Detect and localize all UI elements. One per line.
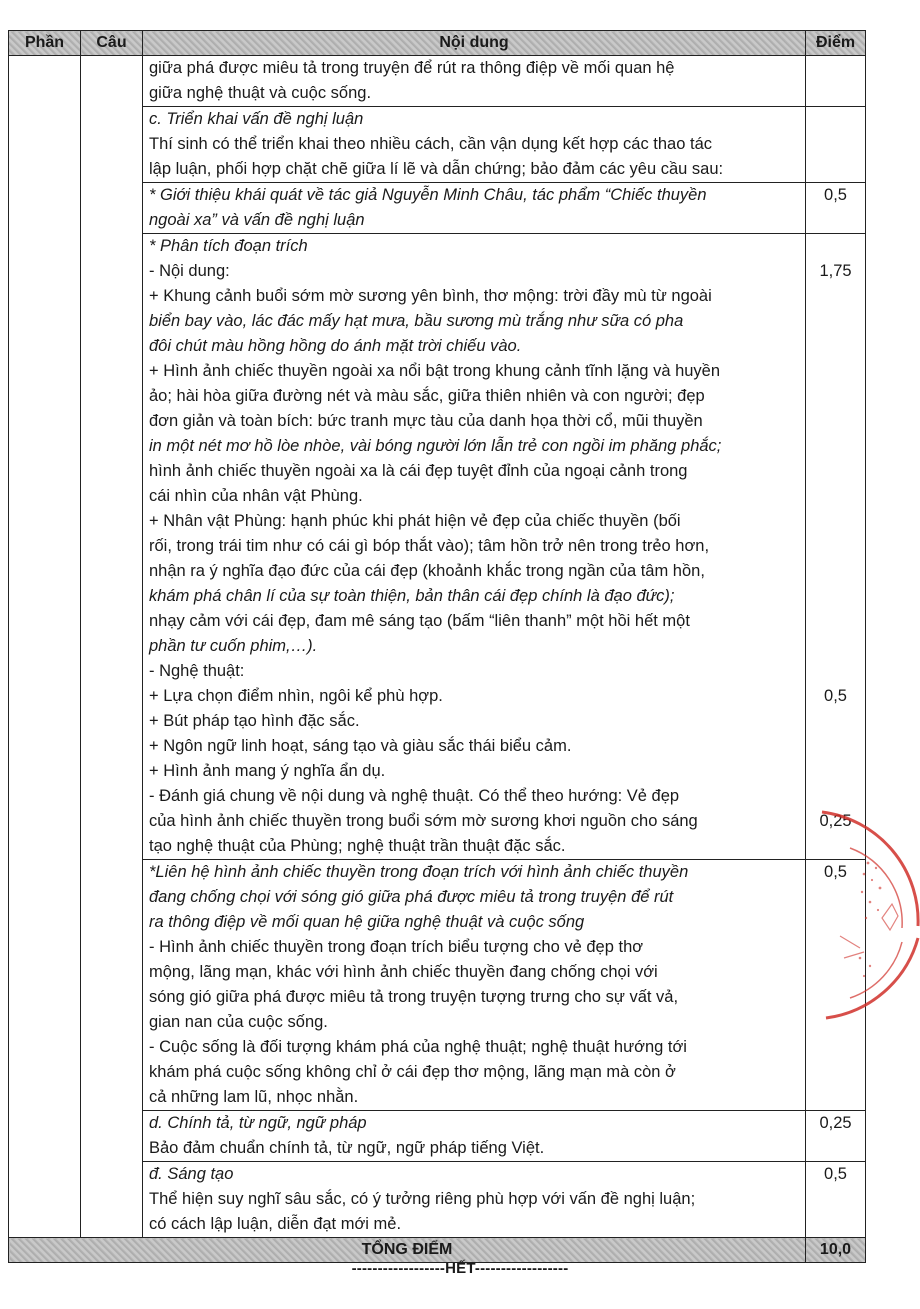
text-line: lập luận, phối hợp chặt chẽ giữa lí lẽ và dẫn chứng; bảo đảm các yêu cầu sau: xyxy=(149,160,724,178)
text-line: ảo; hài hòa giữa đường nét và màu sắc, giữa thiên nhiên và con người; đẹp xyxy=(149,387,705,405)
text-line: + Nhân vật Phùng: hạnh phúc khi phát hiện vẻ đẹp của chiếc thuyền (bối xyxy=(149,512,681,530)
table-row xyxy=(9,56,866,107)
text-line: in một nét mơ hồ lòe nhòe, vài bóng người lớn lẫn trẻ con ngồi im phăng phắc; xyxy=(149,437,722,455)
text-line: Thí sinh có thể triển khai theo nhiều cách, cần vận dụng kết hợp các thao tác xyxy=(149,135,713,153)
content-cell xyxy=(143,183,806,234)
text-line: phần tư cuốn phim,…). xyxy=(149,637,318,655)
score-value: 0,5 xyxy=(824,863,847,881)
content-cell xyxy=(143,234,806,860)
section-heading: ra thông điệp về mối quan hệ giữa nghệ thuật và cuộc sống xyxy=(149,913,585,931)
total-row xyxy=(9,1238,866,1263)
text-line: nhận ra ý nghĩa đạo đức của cái đẹp (khoảnh khắc trong ngần của tâm hồn, xyxy=(149,562,705,580)
sub-heading: - Nội dung: xyxy=(149,262,230,280)
text-line: Thể hiện suy nghĩ sâu sắc, có ý tưởng riêng phù hợp với vấn đề nghị luận; xyxy=(149,1190,696,1208)
header-noi-dung: Nội dung xyxy=(143,31,806,56)
section-heading: d. Chính tả, từ ngữ, ngữ pháp xyxy=(149,1114,367,1132)
text-line: - Hình ảnh chiếc thuyền trong đoạn trích biểu tượng cho vẻ đẹp thơ xyxy=(149,938,644,956)
content-cell xyxy=(143,1162,806,1238)
score-cell xyxy=(806,1111,866,1162)
text-line: sóng gió giữa phá được miêu tả trong truyện tượng trưng cho sự vất vả, xyxy=(149,988,679,1006)
text-line: của hình ảnh chiếc thuyền trong buổi sớm mờ sương khơi nguồn cho sáng xyxy=(149,812,698,830)
content-cell xyxy=(143,56,806,107)
table-header-row xyxy=(9,31,866,56)
text-line: cả những lam lũ, nhọc nhằn. xyxy=(149,1088,359,1106)
total-label: TỔNG ĐIỂM xyxy=(9,1238,806,1263)
score-cell xyxy=(806,234,866,860)
text-line: + Lựa chọn điểm nhìn, ngôi kể phù hợp. xyxy=(149,687,443,705)
content-cell xyxy=(143,107,806,183)
text-line: - Cuộc sống là đối tượng khám phá của nghệ thuật; nghệ thuật hướng tới xyxy=(149,1038,687,1056)
text-line: + Ngôn ngữ linh hoạt, sáng tạo và giàu sắc thái biểu cảm. xyxy=(149,737,572,755)
header-diem: Điểm xyxy=(806,31,866,56)
end-marker: ------------------HẾT------------------ xyxy=(351,1260,569,1277)
text-line: khám phá cuộc sống không chỉ ở cái đẹp thơ mộng, lãng mạn mà còn ở xyxy=(149,1063,676,1081)
score-value: 1,75 xyxy=(819,262,852,280)
text-line: Bảo đảm chuẩn chính tả, từ ngữ, ngữ pháp tiếng Việt. xyxy=(149,1139,545,1157)
content-cell xyxy=(143,860,806,1111)
text-line: biển bay vào, lác đác mấy hạt mưa, bầu sương mù trắng như sữa có pha xyxy=(149,312,684,330)
header-phan: Phần xyxy=(9,31,81,56)
text-line: ngoài xa” và vấn đề nghị luận xyxy=(149,211,365,229)
text-line: nhạy cảm với cái đẹp, đam mê sáng tạo (bấm “liên thanh” một hồi hết một xyxy=(149,612,690,630)
text-line: khám phá chân lí của sự toàn thiện, bản thân cái đẹp chính là đạo đức); xyxy=(149,587,675,605)
text-line: * Giới thiệu khái quát về tác giả Nguyễn Minh Châu, tác phẩm “Chiếc thuyền xyxy=(149,186,707,204)
score-value: 0,5 xyxy=(824,186,847,204)
text-line: tạo nghệ thuật của Phùng; nghệ thuật trần thuật đặc sắc. xyxy=(149,837,566,855)
text-line: hình ảnh chiếc thuyền ngoài xa là cái đẹp tuyệt đỉnh của ngoại cảnh trong xyxy=(149,462,688,480)
sub-heading: - Nghệ thuật: xyxy=(149,662,245,680)
text-line: giữa nghệ thuật và cuộc sống. xyxy=(149,84,372,102)
section-heading: đang chống chọi với sóng gió giữa phá được miêu tả trong truyện để rút xyxy=(149,888,674,906)
text-line: + Bút pháp tạo hình đặc sắc. xyxy=(149,712,360,730)
red-seal-stamp xyxy=(820,808,920,1028)
score-cell xyxy=(806,56,866,107)
text-line: mộng, lãng mạn, khác với hình ảnh chiếc thuyền đang chống chọi với xyxy=(149,963,658,981)
section-heading: đ. Sáng tạo xyxy=(149,1165,234,1183)
score-value: 0,5 xyxy=(824,1165,847,1183)
section-heading: c. Triển khai vấn đề nghị luận xyxy=(149,110,364,128)
score-cell xyxy=(806,107,866,183)
text-line: đôi chút màu hồng hồng do ánh mặt trời chiếu vào. xyxy=(149,337,522,355)
text-line: + Hình ảnh chiếc thuyền ngoài xa nổi bật trong khung cảnh tĩnh lặng và huyền xyxy=(149,362,721,380)
text-line: đơn giản và toàn bích: bức tranh mực tàu của danh họa thời cổ, mũi thuyền xyxy=(149,412,703,430)
score-cell xyxy=(806,183,866,234)
header-cau: Câu xyxy=(81,31,143,56)
score-value: 0,5 xyxy=(824,687,847,705)
total-score: 10,0 xyxy=(806,1238,866,1263)
score-value: 0,25 xyxy=(819,812,852,830)
text-line: cái nhìn của nhân vật Phùng. xyxy=(149,487,363,505)
text-line: rối, trong trái tim như có cái gì bóp thắt vào); tâm hồn trở nên trong trẻo hơn, xyxy=(149,537,710,555)
score-value: 0,25 xyxy=(819,1114,852,1132)
text-line: giữa phá được miêu tả trong truyện để rút ra thông điệp về mối quan hệ xyxy=(149,59,675,77)
content-cell xyxy=(143,1111,806,1162)
score-cell xyxy=(806,1162,866,1238)
text-line: - Đánh giá chung về nội dung và nghệ thuật. Có thể theo hướng: Vẻ đẹp xyxy=(149,787,680,805)
section-heading: * Phân tích đoạn trích xyxy=(149,237,308,255)
text-line: + Hình ảnh mang ý nghĩa ẩn dụ. xyxy=(149,762,386,780)
phan-cell xyxy=(9,56,81,1238)
text-line: gian nan của cuộc sống. xyxy=(149,1013,328,1031)
grading-table xyxy=(8,30,866,1263)
text-line: có cách lập luận, diễn đạt mới mẻ. xyxy=(149,1215,402,1233)
cau-cell xyxy=(81,56,143,1238)
section-heading: *Liên hệ hình ảnh chiếc thuyền trong đoạn trích với hình ảnh chiếc thuyền xyxy=(149,863,689,881)
text-line: + Khung cảnh buổi sớm mờ sương yên bình, thơ mộng: trời đầy mù từ ngoài xyxy=(149,287,712,305)
